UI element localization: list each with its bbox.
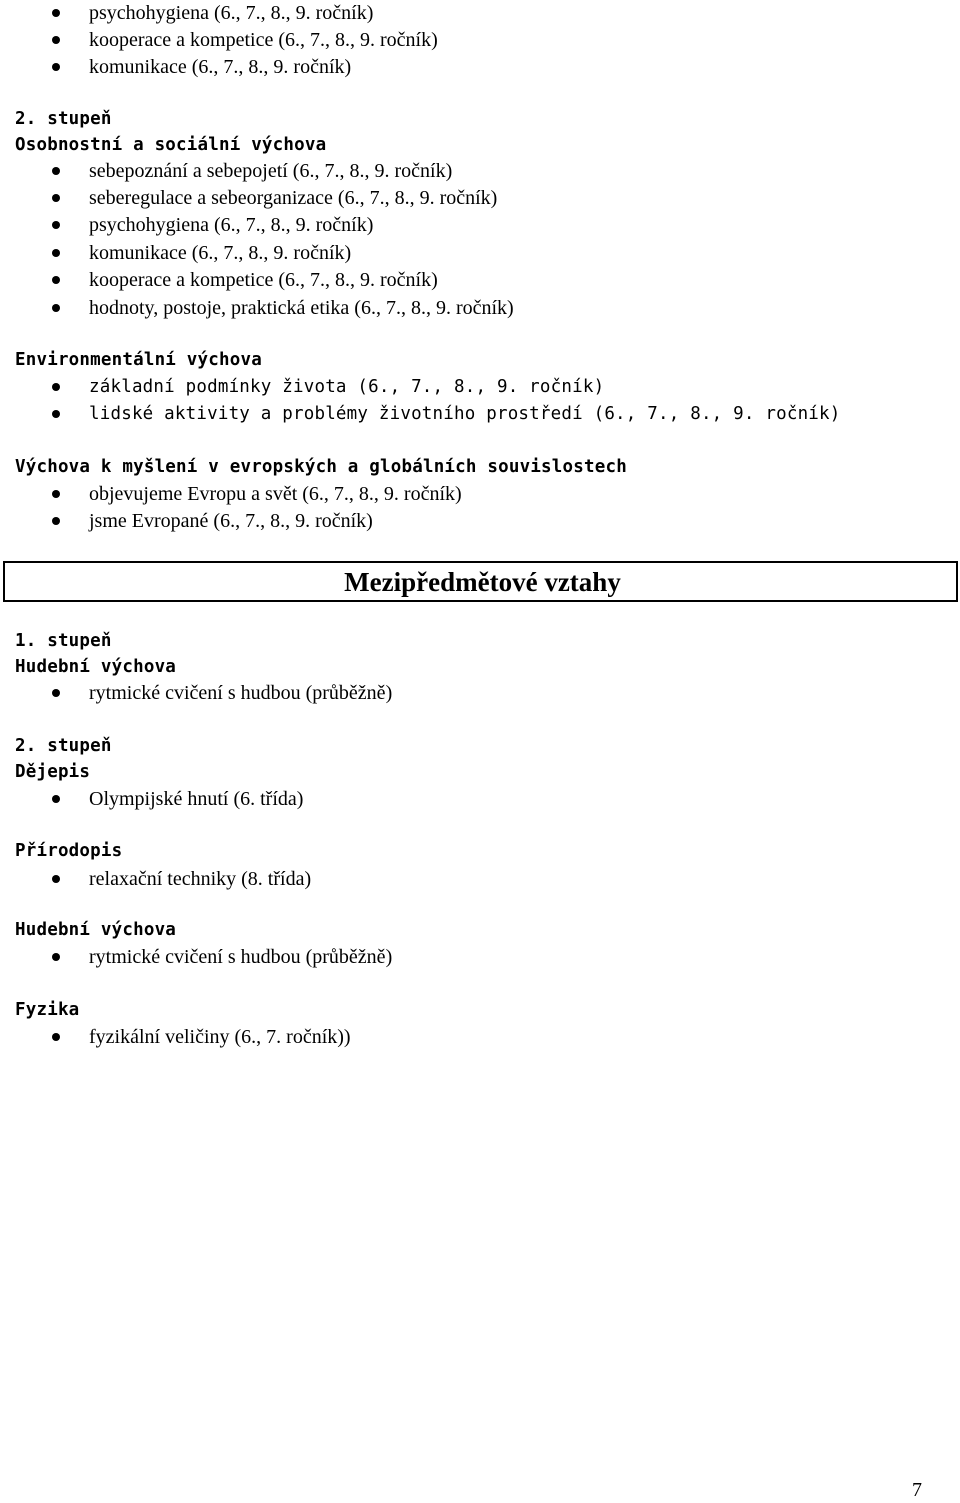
bullet-icon (52, 36, 60, 44)
bullet-icon (52, 490, 60, 498)
list-item-text: rytmické cvičení s hudbou (průběžně) (89, 682, 393, 704)
subject-heading: Hudební výchova (15, 920, 177, 940)
bullet-icon (52, 383, 60, 391)
stage-heading: 1. stupeň (15, 631, 112, 651)
list-item-text: komunikace (6., 7., 8., 9. ročník) (89, 56, 352, 78)
subject-heading: Dějepis (15, 762, 91, 782)
list-item-text: lidské aktivity a problémy životního prostředí (6., 7., 8., 9. ročník) (89, 404, 841, 424)
section-title-box (3, 561, 958, 602)
section-heading-env: Environmentální výchova (15, 350, 262, 370)
subject-heading: Fyzika (15, 1000, 80, 1020)
section-heading-osv: Osobnostní a sociální výchova (15, 135, 327, 155)
list-item-text: kooperace a kompetice (6., 7., 8., 9. ročník) (89, 29, 438, 51)
bullet-icon (52, 953, 60, 961)
stage-heading: 2. stupeň (15, 109, 112, 129)
bullet-icon (52, 249, 60, 257)
bullet-icon (52, 194, 60, 202)
list-item-text: sebepoznání a sebepojetí (6., 7., 8., 9. ročník) (89, 160, 453, 182)
stage-heading: 2. stupeň (15, 736, 112, 756)
list-item-text: rytmické cvičení s hudbou (průběžně) (89, 946, 393, 968)
subject-heading: Přírodopis (15, 841, 123, 861)
bullet-icon (52, 304, 60, 312)
list-item-text: psychohygiena (6., 7., 8., 9. ročník) (89, 2, 374, 24)
bullet-icon (52, 63, 60, 71)
section-title: Mezipředmětové vztahy (344, 567, 621, 597)
list-item-text: relaxační techniky (8. třída) (89, 868, 312, 890)
list-item-text: komunikace (6., 7., 8., 9. ročník) (89, 242, 352, 264)
bullet-icon (52, 167, 60, 175)
list-item-text: kooperace a kompetice (6., 7., 8., 9. ročník) (89, 269, 438, 291)
list-item-text: objevujeme Evropu a svět (6., 7., 8., 9. ročník) (89, 483, 462, 505)
list-item-text: fyzikální veličiny (6., 7. ročník)) (89, 1026, 351, 1048)
bullet-icon (52, 875, 60, 883)
list-item-text: psychohygiena (6., 7., 8., 9. ročník) (89, 214, 374, 236)
bullet-icon (52, 221, 60, 229)
list-item-text: jsme Evropané (6., 7., 8., 9. ročník) (89, 510, 373, 532)
bullet-icon (52, 9, 60, 17)
list-item-text: Olympijské hnutí (6. třída) (89, 788, 304, 810)
bullet-icon (52, 410, 60, 418)
list-item-text: seberegulace a sebeorganizace (6., 7., 8., 9. ročník) (89, 187, 498, 209)
list-item-text: hodnoty, postoje, praktická etika (6., 7., 8., 9. ročník) (89, 297, 514, 319)
subject-heading: Hudební výchova (15, 657, 177, 677)
page-number: 7 (912, 1479, 922, 1501)
bullet-icon (52, 795, 60, 803)
bullet-icon (52, 517, 60, 525)
bullet-icon (52, 276, 60, 284)
list-item-text: základní podmínky života (6., 7., 8., 9. ročník) (89, 377, 605, 397)
bullet-icon (52, 689, 60, 697)
section-heading-eu: Výchova k myšlení v evropských a globálních souvislostech (15, 457, 627, 477)
bullet-icon (52, 1033, 60, 1041)
